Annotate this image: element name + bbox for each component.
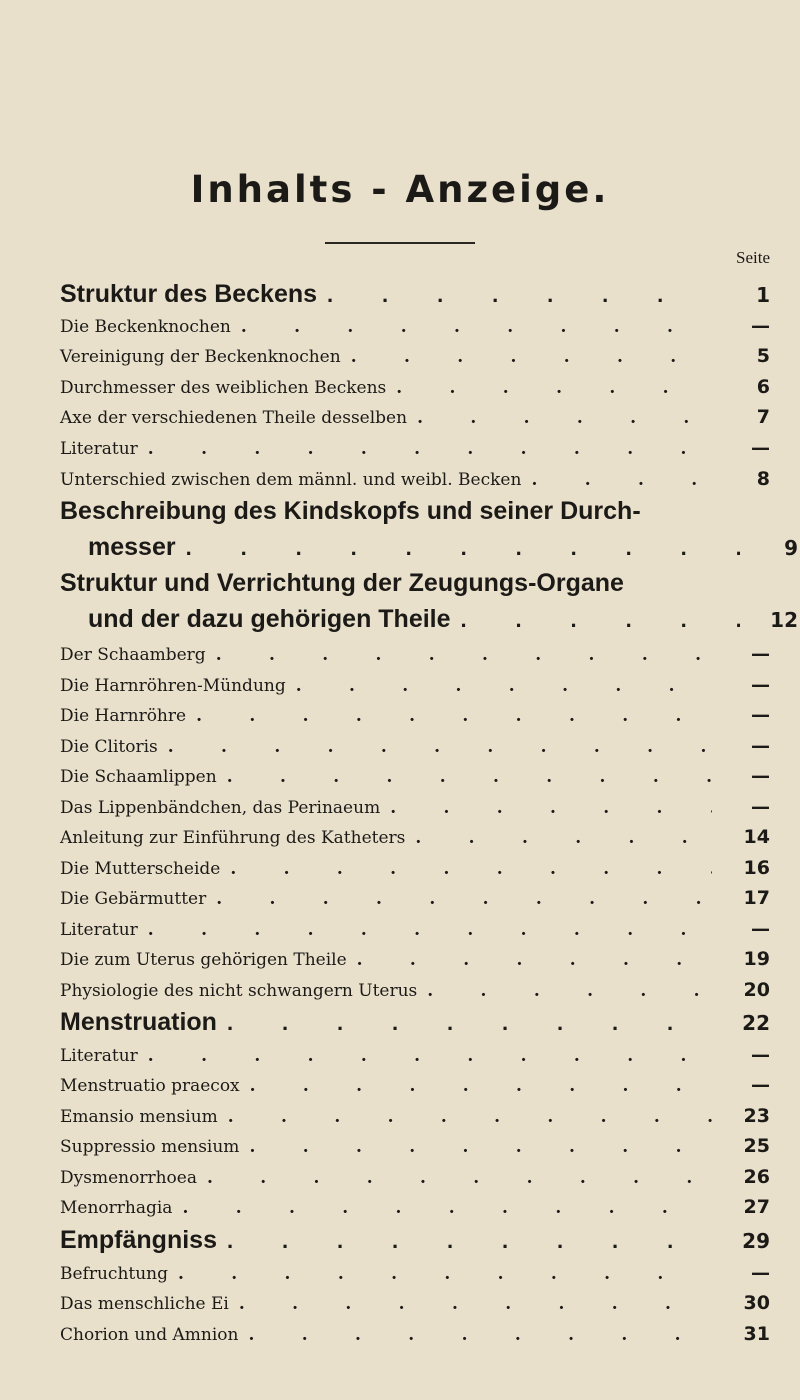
dot-leader <box>217 1228 712 1254</box>
toc-entry-label: Die Beckenknochen <box>60 317 231 337</box>
dot-leader <box>218 1107 712 1127</box>
toc-entry-page: — <box>751 1262 770 1284</box>
toc-entry <box>60 1226 770 1255</box>
toc-entry-label: Emansio mensium <box>60 1107 218 1127</box>
toc-entry <box>60 857 770 879</box>
dot-leader <box>220 859 712 879</box>
toc-entry <box>60 533 798 562</box>
toc-entry <box>60 643 770 665</box>
toc-entry-page: — <box>751 674 770 696</box>
toc-entry-label: Die Harnröhre <box>60 706 187 726</box>
dot-leader <box>138 439 712 459</box>
toc-entry-page: 22 <box>742 1011 770 1035</box>
title-rule <box>325 242 475 244</box>
dot-leader <box>407 408 712 428</box>
dot-leader <box>347 950 712 970</box>
toc-entry-label: Die Gebärmutter <box>60 889 207 909</box>
toc-entry-label: Anleitung zur Einführung des Katheters <box>60 828 406 848</box>
toc-entry-label: Literatur <box>60 439 138 459</box>
toc-entry-label: Befruchtung <box>60 1264 169 1284</box>
dot-leader <box>405 828 712 848</box>
toc-entry <box>60 1135 770 1157</box>
dot-leader <box>168 1264 712 1284</box>
dot-leader <box>138 1046 712 1066</box>
dot-leader <box>239 1325 713 1345</box>
toc-entry-page: — <box>751 1074 770 1096</box>
toc-entry-label: Suppressio mensium <box>60 1137 240 1157</box>
toc-entry-label: Physiologie des nicht schwangern Uterus <box>60 981 418 1001</box>
dot-leader <box>240 1076 712 1096</box>
dot-leader <box>197 1168 712 1188</box>
toc-entry <box>60 979 770 1001</box>
toc-entry-label: Unterschied zwischen dem männl. und weibl. Becken <box>60 470 522 490</box>
dot-leader <box>451 607 740 633</box>
toc-entry <box>60 826 770 848</box>
toc-entry-label: Das Lippenbändchen, das Perinaeum <box>60 798 381 818</box>
toc-entry-page: 25 <box>743 1135 770 1157</box>
toc-entry <box>60 735 770 757</box>
toc-entry-label: Literatur <box>60 920 138 940</box>
toc-entry-page: 14 <box>743 826 770 848</box>
toc-entry-label: Chorion und Amnion <box>60 1325 239 1345</box>
dot-leader <box>206 645 712 665</box>
toc-entry-page: 30 <box>743 1292 770 1314</box>
dot-leader <box>138 920 712 940</box>
dot-leader <box>186 706 712 726</box>
toc-entry-label: Die Harnröhren-Mündung <box>60 676 286 696</box>
toc-entry <box>60 1008 770 1037</box>
dot-leader <box>341 347 712 367</box>
toc-entry-page: 12 <box>770 608 798 632</box>
dot-leader <box>158 737 712 757</box>
toc-entry-label: Dysmenorrhoea <box>60 1168 197 1188</box>
toc-entry <box>60 948 770 970</box>
dot-leader <box>231 317 712 337</box>
toc-entry-label: und der dazu gehörigen Theile <box>88 605 451 633</box>
dot-leader <box>521 470 712 490</box>
toc-entry <box>60 1323 770 1345</box>
dot-leader <box>229 1294 712 1314</box>
toc-entry-label: Der Schaamberg <box>60 645 206 665</box>
toc-entry-page: 5 <box>756 345 770 367</box>
page-title: Inhalts - Anzeige. <box>190 168 610 211</box>
toc-entry <box>60 765 770 787</box>
toc-entry <box>60 1105 770 1127</box>
toc-entry-page: — <box>751 765 770 787</box>
dot-leader <box>217 1010 712 1036</box>
toc-entry-label: Menstruatio praecox <box>60 1076 240 1096</box>
dot-leader <box>176 535 740 561</box>
dot-leader <box>172 1198 712 1218</box>
dot-leader <box>417 981 712 1001</box>
toc-entry-label: Struktur und Verrichtung der Zeugungs-Organe <box>60 569 624 597</box>
toc-entry-page: 6 <box>756 376 770 398</box>
toc-entry-label: Empfängniss <box>60 1226 217 1254</box>
toc-entry <box>60 376 770 398</box>
toc-entry-label: messer <box>88 533 176 561</box>
toc-entry-label: Die Mutterscheide <box>60 859 221 879</box>
toc-entry <box>60 1292 770 1314</box>
toc-entry-page: 31 <box>743 1323 770 1345</box>
toc-entry <box>60 1044 770 1066</box>
dot-leader <box>386 378 712 398</box>
toc-entry-page: 27 <box>743 1196 770 1218</box>
toc-entry-label: Struktur des Beckens <box>60 280 318 308</box>
toc-entry-page: 16 <box>743 857 770 879</box>
toc-entry <box>60 674 770 696</box>
toc-entry <box>60 887 770 909</box>
toc-entry-page: — <box>751 704 770 726</box>
dot-leader <box>217 767 712 787</box>
toc-entry <box>60 1166 770 1188</box>
toc-entry-page: 9 <box>784 536 798 560</box>
toc-entry <box>60 569 770 598</box>
dot-leader <box>380 798 712 818</box>
toc-entry-page: 26 <box>743 1166 770 1188</box>
toc-entry-page: — <box>751 437 770 459</box>
toc-entry <box>60 605 798 634</box>
toc-entry-label: Literatur <box>60 1046 138 1066</box>
toc-entry-label: Das menschliche Ei <box>60 1294 229 1314</box>
toc-entry-page: 29 <box>742 1229 770 1253</box>
toc-entry-page: — <box>751 918 770 940</box>
dot-leader <box>239 1137 712 1157</box>
toc-entry-page: — <box>751 315 770 337</box>
page-column-label: Seite <box>736 248 770 267</box>
toc-entry-page: — <box>751 643 770 665</box>
toc-entry <box>60 704 770 726</box>
toc-entry-page: 7 <box>756 406 770 428</box>
toc-entry-label: Durchmesser des weiblichen Beckens <box>60 378 387 398</box>
toc-entry <box>60 406 770 428</box>
toc-entry-page: 20 <box>743 979 770 1001</box>
toc-entry <box>60 1196 770 1218</box>
dot-leader <box>286 676 712 696</box>
toc-entry-label: Menstruation <box>60 1008 217 1036</box>
toc-entry <box>60 437 770 459</box>
toc-entry <box>60 468 770 490</box>
toc-entry-page: — <box>751 735 770 757</box>
toc-entry-label: Vereinigung der Beckenknochen <box>60 347 341 367</box>
toc-entry-page: 8 <box>756 468 770 490</box>
toc-entry-label: Beschreibung des Kindskopfs und seiner Durch- <box>60 497 641 525</box>
toc-entry-label: Menorrhagia <box>60 1198 173 1218</box>
toc-entry <box>60 345 770 367</box>
toc-entry <box>60 497 770 526</box>
toc-entry-page: — <box>751 1044 770 1066</box>
toc-entry <box>60 1262 770 1284</box>
toc-entry <box>60 315 770 337</box>
toc-entry <box>60 1074 770 1096</box>
toc-entry <box>60 918 770 940</box>
dot-leader <box>317 282 712 308</box>
toc-entry <box>60 796 770 818</box>
toc-entry-page: 17 <box>743 887 770 909</box>
toc-entry-page: 19 <box>743 948 770 970</box>
dot-leader <box>206 889 712 909</box>
toc-entry <box>60 280 770 309</box>
toc-entry-label: Axe der verschiedenen Theile desselben <box>60 408 408 428</box>
toc-entry-page: 23 <box>743 1105 770 1127</box>
toc-entry-label: Die Clitoris <box>60 737 158 757</box>
toc-entry-page: 1 <box>756 283 770 307</box>
toc-entry-label: Die zum Uterus gehörigen Theile <box>60 950 347 970</box>
toc-entry-page: — <box>751 796 770 818</box>
toc-entry-label: Die Schaamlippen <box>60 767 217 787</box>
